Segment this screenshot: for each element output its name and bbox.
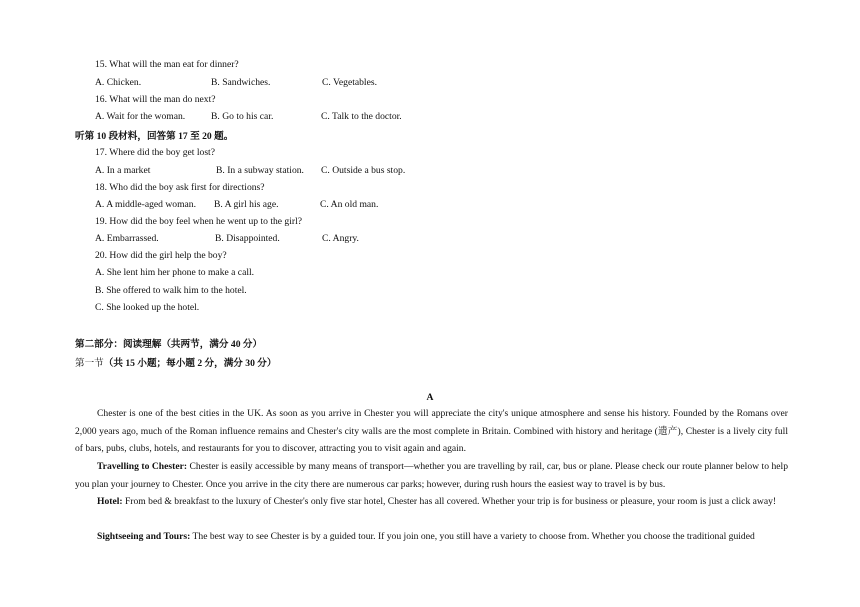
question-17-option-b: B. In a subway station. <box>216 165 304 176</box>
section-one-detail: （共 15 小题；每小题 2 分，满分 30 分） <box>103 358 277 369</box>
question-15-stem: 15. What will the man eat for dinner? <box>95 59 239 70</box>
passage-paragraph-4 <box>75 528 788 546</box>
question-20-option-c: C. She looked up the hotel. <box>95 302 200 313</box>
question-16-stem: 16. What will the man do next? <box>95 94 216 105</box>
question-16-option-a: A. Wait for the woman. <box>95 111 186 122</box>
section-one-heading <box>75 355 276 369</box>
question-19-option-a: A. Embarrassed. <box>95 233 159 244</box>
passage-paragraph-1 <box>75 405 788 458</box>
question-20-option-b: B. She offered to walk him to the hotel. <box>95 285 247 296</box>
paragraph-2-heading: Travelling to Chester: <box>97 461 188 472</box>
paragraph-2-text: Chester is easily accessible by many means of transport—whether you are travelling by rail, car, bus or plane. Please check our route planner below to help you plan your journey to Chester. Once you arrive in the city there are numerous car parks; however, during rush hours the easiest way to travel is by bus. <box>75 461 788 490</box>
question-15-option-c: C. Vegetables. <box>322 77 377 88</box>
question-15-option-a: A. Chicken. <box>95 77 142 88</box>
paragraph-1-text: Chester is one of the best cities in the UK. As soon as you arrive in Chester you will appreciate the city's unique atmosphere and sense his history. Founded by the Romans over 2,000 years ago, much of the Roman influence remains and Chester's city walls are the most complete in Britain. Combined with history and heritage (遗产), Chester is a lively city full of bars, pubs, clubs, hotels, and restaurants for you to discover, attracting you to visit again and again. <box>75 408 788 455</box>
question-16-option-c: C. Talk to the doctor. <box>321 111 402 122</box>
question-19-option-b: B. Disappointed. <box>215 233 280 244</box>
paragraph-4-heading: Sightseeing and Tours: <box>97 531 191 542</box>
question-19-option-c: C. Angry. <box>322 233 359 244</box>
passage-paragraph-2 <box>75 458 788 493</box>
paragraph-4-text: The best way to see Chester is by a guided tour. If you join one, you still have a variety to choose from. Whether you choose the traditional guided <box>190 531 755 542</box>
question-18-option-a: A. A middle-aged woman. <box>95 199 196 210</box>
paragraph-3-text: From bed & breakfast to the luxury of Chester's only five star hotel, Chester has all covered. Whether your trip is for business or pleasure, your room is just a click away! <box>122 496 777 507</box>
passage-letter: A <box>426 392 434 403</box>
question-20-stem: 20. How did the girl help the boy? <box>95 250 227 261</box>
question-15-option-b: B. Sandwiches. <box>211 77 271 88</box>
question-17-option-c: C. Outside a bus stop. <box>321 165 406 176</box>
question-18-option-b: B. A girl his age. <box>214 199 279 210</box>
question-18-option-c: C. An old man. <box>320 199 379 210</box>
question-18-stem: 18. Who did the boy ask first for directions? <box>95 182 265 193</box>
question-17-stem: 17. Where did the boy get lost? <box>95 147 215 158</box>
question-19-stem: 19. How did the boy feel when he went up to the girl? <box>95 216 303 227</box>
question-17-option-a: A. In a market <box>95 165 151 176</box>
section-instruction: 听第 10 段材料，回答第 17 至 20 题。 <box>75 131 234 142</box>
part-two-title: 第二部分：阅读理解（共两节，满分 40 分） <box>75 339 263 350</box>
passage-paragraph-3 <box>75 493 788 511</box>
question-16-option-b: B. Go to his car. <box>211 111 274 122</box>
question-20-option-a: A. She lent him her phone to make a call. <box>95 267 255 278</box>
paragraph-3-heading: Hotel: <box>97 496 123 507</box>
section-one-prefix: 第一节 <box>75 358 104 369</box>
